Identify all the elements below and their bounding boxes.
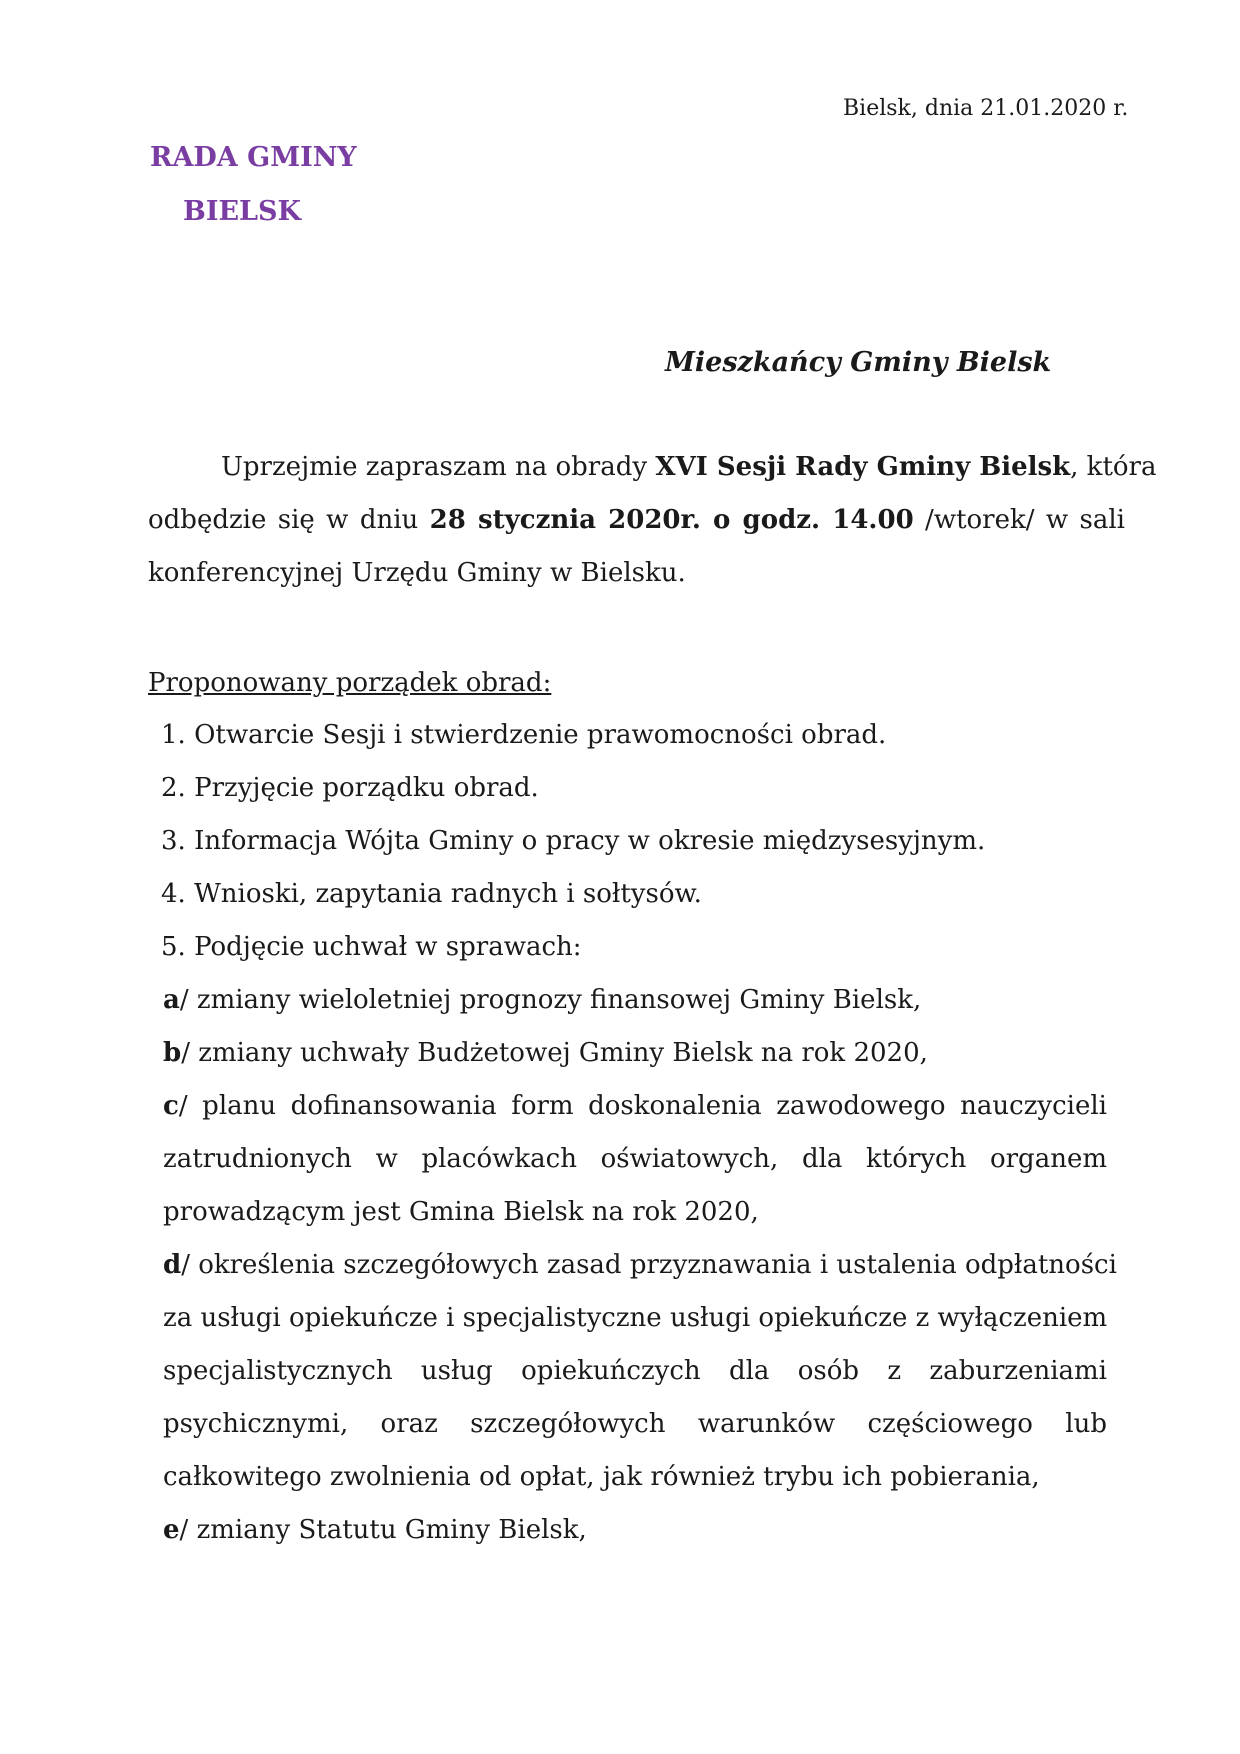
agenda-item-2: 2. Przyjęcie porządku obrad. (161, 773, 539, 803)
resolution-letter: e (163, 1515, 180, 1545)
invitation-line-3: konferencyjnej Urzędu Gminy w Bielsku. (148, 558, 686, 588)
resolution-e (163, 1515, 587, 1545)
resolution-letter: a (163, 985, 180, 1015)
agenda-title: Proponowany porządek obrad: (148, 668, 552, 698)
session-name: XVI Sesji Rady Gminy Bielsk (655, 452, 1071, 482)
agenda-item-4: 4. Wnioski, zapytania radnych i sołtysów. (161, 879, 702, 909)
resolution-d-line-4: psychicznymi, oraz szczegółowych warunków częściowego lub (163, 1409, 1107, 1439)
resolution-b (163, 1038, 928, 1068)
resolution-d-line-5: całkowitego zwolnienia od opłat, jak również trybu ich pobierania, (163, 1462, 1040, 1492)
invitation-text: , która (1070, 452, 1157, 482)
document-date: Bielsk, dnia 21.01.2020 r. (843, 96, 1129, 121)
resolution-text: / zmiany Statutu Gminy Bielsk, (179, 1515, 587, 1545)
council-name-line1: RADA GMINY (150, 142, 357, 173)
resolution-c-line-1 (163, 1091, 1107, 1121)
council-name-line2: BIELSK (183, 196, 301, 227)
resolution-d-line-3: specjalistycznych usług opiekuńczych dla osób z zaburzeniami (163, 1356, 1107, 1386)
invitation-line-2 (148, 505, 1125, 535)
resolution-letter: d (163, 1250, 182, 1280)
resolution-text: / zmiany uchwały Budżetowej Gminy Bielsk na rok 2020, (181, 1038, 928, 1068)
invitation-text: /wtorek/ w sali (913, 505, 1125, 535)
resolution-text: / zmiany wieloletniej prognozy finansowej Gminy Bielsk, (179, 985, 922, 1015)
resolution-letter: b (163, 1038, 182, 1068)
agenda-item-3: 3. Informacja Wójta Gminy o pracy w okresie międzysesyjnym. (161, 826, 986, 856)
invitation-line-1 (148, 452, 1157, 482)
resolution-letter: c (163, 1091, 179, 1121)
resolution-d-line-1 (163, 1250, 1117, 1280)
invitation-text: odbędzie się w dniu (148, 505, 430, 535)
resolution-text: / określenia szczegółowych zasad przyznawania i ustalenia odpłatności (181, 1250, 1117, 1280)
resolution-d-line-2: za usługi opiekuńcze i specjalistyczne usługi opiekuńcze z wyłączeniem (163, 1303, 1108, 1333)
invitation-text: Uprzejmie zapraszam na obrady (221, 452, 656, 482)
session-datetime: 28 stycznia 2020r. o godz. 14.00 (429, 505, 914, 535)
recipient-line: Mieszkańcy Gminy Bielsk (665, 347, 1052, 378)
resolution-text: / planu dofinansowania form doskonalenia zawodowego nauczycieli (178, 1091, 1107, 1121)
resolution-c-line-3: prowadzącym jest Gmina Bielsk na rok 2020, (163, 1197, 759, 1227)
agenda-item-5: 5. Podjęcie uchwał w sprawach: (161, 932, 582, 962)
agenda-item-1: 1. Otwarcie Sesji i stwierdzenie prawomocności obrad. (161, 720, 887, 750)
resolution-a (163, 985, 921, 1015)
resolution-c-line-2: zatrudnionych w placówkach oświatowych, dla których organem (163, 1144, 1107, 1174)
